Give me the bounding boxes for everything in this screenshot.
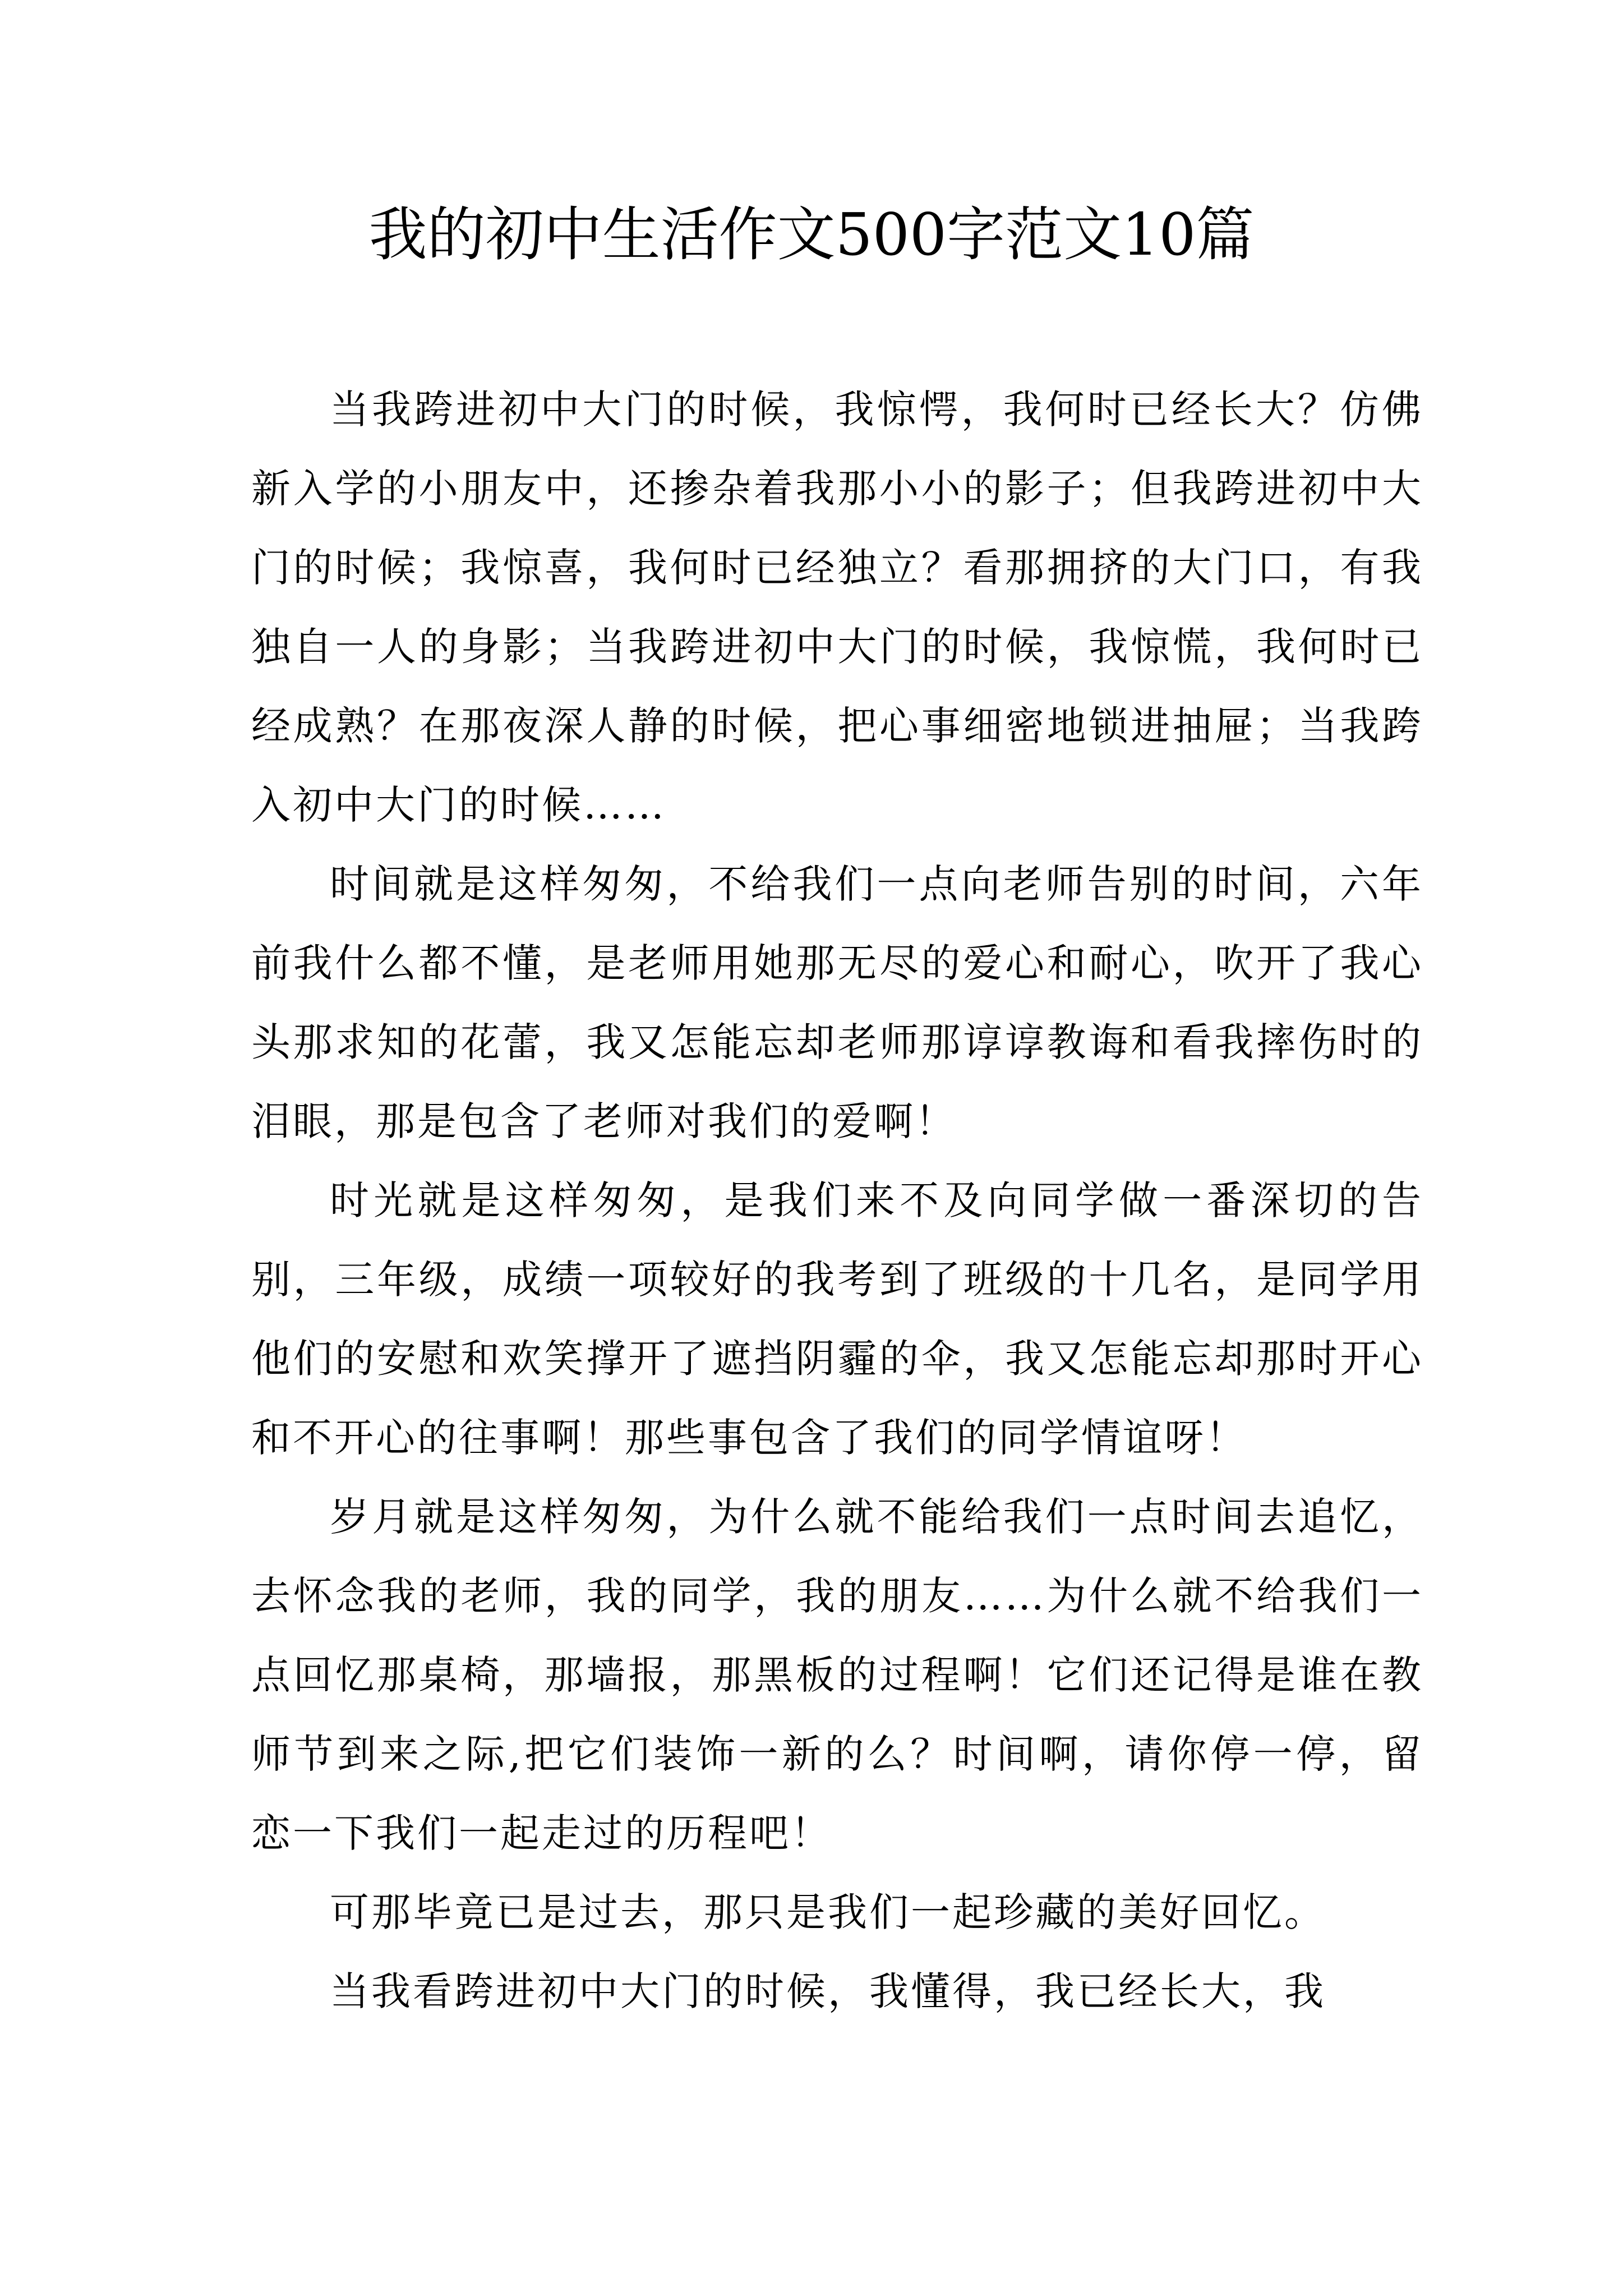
- document-title: 我的初中生活作文500字范文10篇: [368, 200, 1255, 269]
- paragraph: 时间就是这样匆匆，不给我们一点向老师告别的时间，六年前我什么都不懂，是老师用她那无尽的爱心和耐心，吹开了我心头那求知的花蕾，我又怎能忘却老师那谆谆教诲和看我摔伤时的泪眼，那是包含了老师对我们的爱啊！: [251, 861, 1423, 1144]
- document-body: [251, 370, 1423, 2031]
- paragraph: 时光就是这样匆匆，是我们来不及向同学做一番深切的告别，三年级，成绩一项较好的我考到了班级的十几名，是同学用他们的安慰和欢笑撑开了遮挡阴霾的伞，我又怎能忘却那时开心和不开心的往事啊！那些事包含了我们的同学情谊呀！: [251, 1177, 1423, 1461]
- paragraph: 可那毕竟已是过去，那只是我们一起珍藏的美好回忆。: [330, 1889, 1326, 1935]
- paragraph: 当我跨进初中大门的时候，我惊愕，我何时已经长大？仿佛新入学的小朋友中，还掺杂着我那小小的影子；但我跨进初中大门的时候；我惊喜，我何时已经独立？看那拥挤的大门口，有我独自一人的身影；当我跨进初中大门的时候，我惊慌，我何时已经成熟？在那夜深人静的时候，把心事细密地锁进抽屉；当我跨入初中大门的时候……: [251, 386, 1423, 828]
- paragraph: 岁月就是这样匆匆，为什么就不能给我们一点时间去追忆，去怀念我的老师，我的同学，我的朋友……为什么就不给我们一点回忆那桌椅，那墙报，那黑板的过程啊！它们还记得是谁在教师节到来之际,把它们装饰一新的么？时间啊，请你停一停，留恋一下我们一起走过的历程吧！: [251, 1494, 1423, 1856]
- paragraph: 当我看跨进初中大门的时候，我懂得，我已经长大，我: [330, 1968, 1326, 2014]
